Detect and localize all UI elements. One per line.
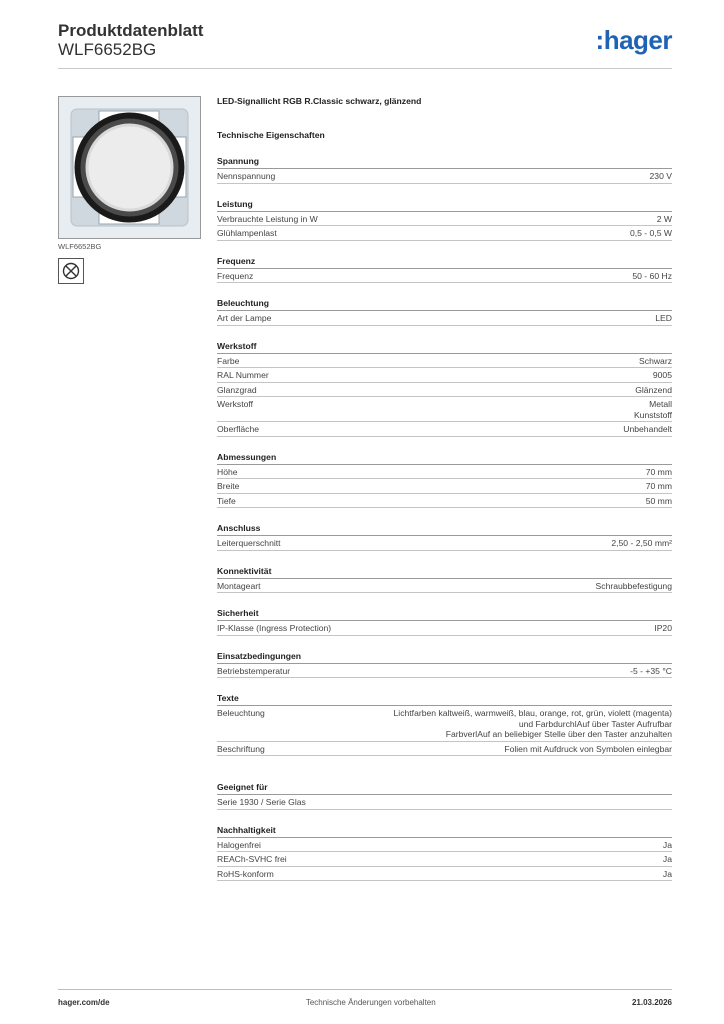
spec-section-title: Nachhaltigkeit xyxy=(217,825,672,838)
spec-section-title: Spannung xyxy=(217,156,672,169)
spec-label: Art der Lampe xyxy=(217,313,272,323)
spec-value xyxy=(630,228,672,239)
spec-row xyxy=(217,368,672,383)
spec-value-line: LED xyxy=(655,313,672,323)
spec-value xyxy=(663,869,672,880)
spec-value-line: Schwarz xyxy=(639,355,672,366)
spec-label: Serie 1930 / Serie Glas xyxy=(217,797,306,807)
spec-section-title: Frequenz xyxy=(217,256,672,269)
spec-value-line: Kunststoff xyxy=(633,409,672,420)
spec-value xyxy=(623,424,672,435)
spec-section xyxy=(217,256,672,284)
document-footer xyxy=(58,998,672,1007)
header-divider xyxy=(58,68,672,69)
spec-value-line: 2,50 - 2,50 mm² xyxy=(611,538,672,548)
spec-value-line: und FarbdurchlAuf über Taster Aufrufbar xyxy=(518,718,672,729)
spec-value-line: Glänzend xyxy=(635,384,672,395)
spec-value xyxy=(596,581,672,592)
spec-row xyxy=(217,479,672,494)
spec-section-title: Leistung xyxy=(217,199,672,212)
spec-value-line: -5 - +35 °C xyxy=(630,665,672,676)
spec-section-title: Anschluss xyxy=(217,523,672,536)
footer-website: hager.com/de xyxy=(58,998,110,1007)
spec-row xyxy=(217,354,672,369)
spec-row xyxy=(217,795,672,810)
spec-value-line: FarbverlAuf an beliebiger Stelle über den Taster anzuhalten xyxy=(445,729,672,739)
spec-value xyxy=(504,744,672,755)
spec-value xyxy=(611,538,672,549)
spec-row xyxy=(217,269,672,284)
spec-label: Nennspannung xyxy=(217,171,276,181)
spec-label: Beleuchtung xyxy=(217,708,265,718)
spec-label: Verbrauchte Leistung in W xyxy=(217,213,318,224)
spec-value-line: 70 mm xyxy=(645,466,672,477)
image-caption: WLF6652BG xyxy=(58,242,102,251)
spec-row xyxy=(217,422,672,437)
product-name: LED-Signallicht RGB R.Classic schwarz, glänzend xyxy=(217,96,422,106)
spec-label: IP-Klasse (Ingress Protection) xyxy=(217,623,332,633)
spec-value xyxy=(632,271,672,282)
spec-value xyxy=(630,666,672,677)
spec-row xyxy=(217,226,672,241)
spec-value-line: 2 W xyxy=(656,213,672,224)
spec-row xyxy=(217,494,672,509)
spec-row xyxy=(217,579,672,594)
product-visual-column xyxy=(58,96,201,284)
spec-sections xyxy=(217,156,672,881)
spec-value-line: 230 V xyxy=(649,171,672,181)
spec-label: Werkstoff xyxy=(217,399,253,409)
spec-label: Tiefe xyxy=(217,495,236,506)
spec-section xyxy=(217,608,672,636)
spec-section xyxy=(217,452,672,509)
spec-value xyxy=(646,467,672,478)
footer-date: 21.03.2026 xyxy=(631,998,672,1007)
spec-row xyxy=(217,852,672,867)
spec-label: Höhe xyxy=(217,466,238,477)
spec-section xyxy=(217,566,672,594)
spec-value xyxy=(653,370,672,381)
spec-label: RAL Nummer xyxy=(217,370,269,380)
spec-section-title: Konnektivität xyxy=(217,566,672,579)
spec-section xyxy=(217,825,672,882)
spec-value-line: Metall xyxy=(649,399,672,409)
spec-value-line: Lichtfarben kaltweiß, warmweiß, blau, orange, rot, grün, violett (magenta) xyxy=(393,708,672,718)
footer-disclaimer: Technische Änderungen vorbehalten xyxy=(305,998,436,1007)
spec-label: RoHS-konform xyxy=(217,868,274,879)
spec-section-title: Sicherheit xyxy=(217,608,672,621)
footer-divider xyxy=(58,989,672,990)
spec-section xyxy=(217,651,672,679)
spec-label: Breite xyxy=(217,481,240,491)
spec-label: REACh-SVHC frei xyxy=(217,854,287,864)
spec-value xyxy=(646,496,672,507)
spec-row xyxy=(217,465,672,480)
spec-value-line: Schraubbefestigung xyxy=(595,580,672,591)
spec-value xyxy=(646,481,672,492)
spec-value-line: Ja xyxy=(662,868,672,879)
spec-value xyxy=(394,708,672,740)
spec-section-title: Texte xyxy=(217,693,672,706)
spec-label: Betriebstemperatur xyxy=(217,665,291,676)
spec-label: Farbe xyxy=(217,355,240,366)
spec-label: Glanzgrad xyxy=(217,384,257,395)
spec-value-line: Ja xyxy=(662,839,672,850)
spec-value xyxy=(654,623,672,634)
spec-section xyxy=(217,693,672,756)
document-subtitle: WLF6652BG xyxy=(58,40,157,59)
properties-title: Technische Eigenschaften xyxy=(217,130,325,140)
spec-value-line: IP20 xyxy=(654,623,672,633)
spec-section-title: Abmessungen xyxy=(217,452,672,465)
spec-label: Leiterquerschnitt xyxy=(217,538,281,548)
spec-section xyxy=(217,199,672,241)
lamp-symbol-icon xyxy=(58,258,84,284)
spec-value-line: Ja xyxy=(662,854,672,864)
spec-row xyxy=(217,664,672,679)
spec-section-title: Werkstoff xyxy=(217,341,672,354)
spec-value-line: 0,5 - 0,5 W xyxy=(629,228,672,238)
spec-value-line: Unbehandelt xyxy=(623,424,672,434)
spec-value xyxy=(663,840,672,851)
spec-value xyxy=(655,313,672,324)
spec-label: Beschriftung xyxy=(217,743,265,754)
spec-section xyxy=(217,156,672,184)
spec-row xyxy=(217,169,672,184)
spec-value-line: 50 - 60 Hz xyxy=(632,270,672,281)
spec-row xyxy=(217,621,672,636)
spec-value xyxy=(639,356,672,367)
spec-label: Glühlampenlast xyxy=(217,228,277,238)
spec-label: Halogenfrei xyxy=(217,839,261,850)
spec-section-title: Beleuchtung xyxy=(217,298,672,311)
spec-row xyxy=(217,867,672,882)
spec-value xyxy=(657,214,672,225)
spec-row xyxy=(217,706,672,742)
spec-row xyxy=(217,212,672,227)
document-title: Produktdatenblatt xyxy=(58,21,204,40)
spec-row xyxy=(217,536,672,551)
spec-label: Montageart xyxy=(217,580,261,591)
spec-section xyxy=(217,341,672,437)
hager-logo: :hager xyxy=(595,25,672,55)
spec-label: Oberfläche xyxy=(217,424,260,434)
spec-value xyxy=(650,171,672,182)
spec-label: Frequenz xyxy=(217,270,254,281)
product-image-graphic xyxy=(59,97,200,238)
spec-section xyxy=(217,523,672,551)
spec-row xyxy=(217,397,672,422)
spec-content xyxy=(217,96,672,881)
spec-value xyxy=(634,399,672,420)
spec-value xyxy=(663,854,672,865)
spec-row xyxy=(217,383,672,398)
spec-section-title: Geeignet für xyxy=(217,782,672,795)
spec-value-line: Folien mit Aufdruck von Symbolen einlegbar xyxy=(504,743,672,754)
spec-section-title: Einsatzbedingungen xyxy=(217,651,672,664)
product-image xyxy=(58,96,201,239)
spec-row xyxy=(217,311,672,326)
spec-row xyxy=(217,742,672,757)
spec-section xyxy=(217,782,672,810)
spec-value-line: 9005 xyxy=(652,370,672,380)
spec-value-line: 70 mm xyxy=(645,481,672,491)
document-header xyxy=(58,22,203,60)
spec-value-line: 50 mm xyxy=(645,495,672,506)
spec-section xyxy=(217,298,672,326)
spec-row xyxy=(217,838,672,853)
spec-value xyxy=(635,385,672,396)
